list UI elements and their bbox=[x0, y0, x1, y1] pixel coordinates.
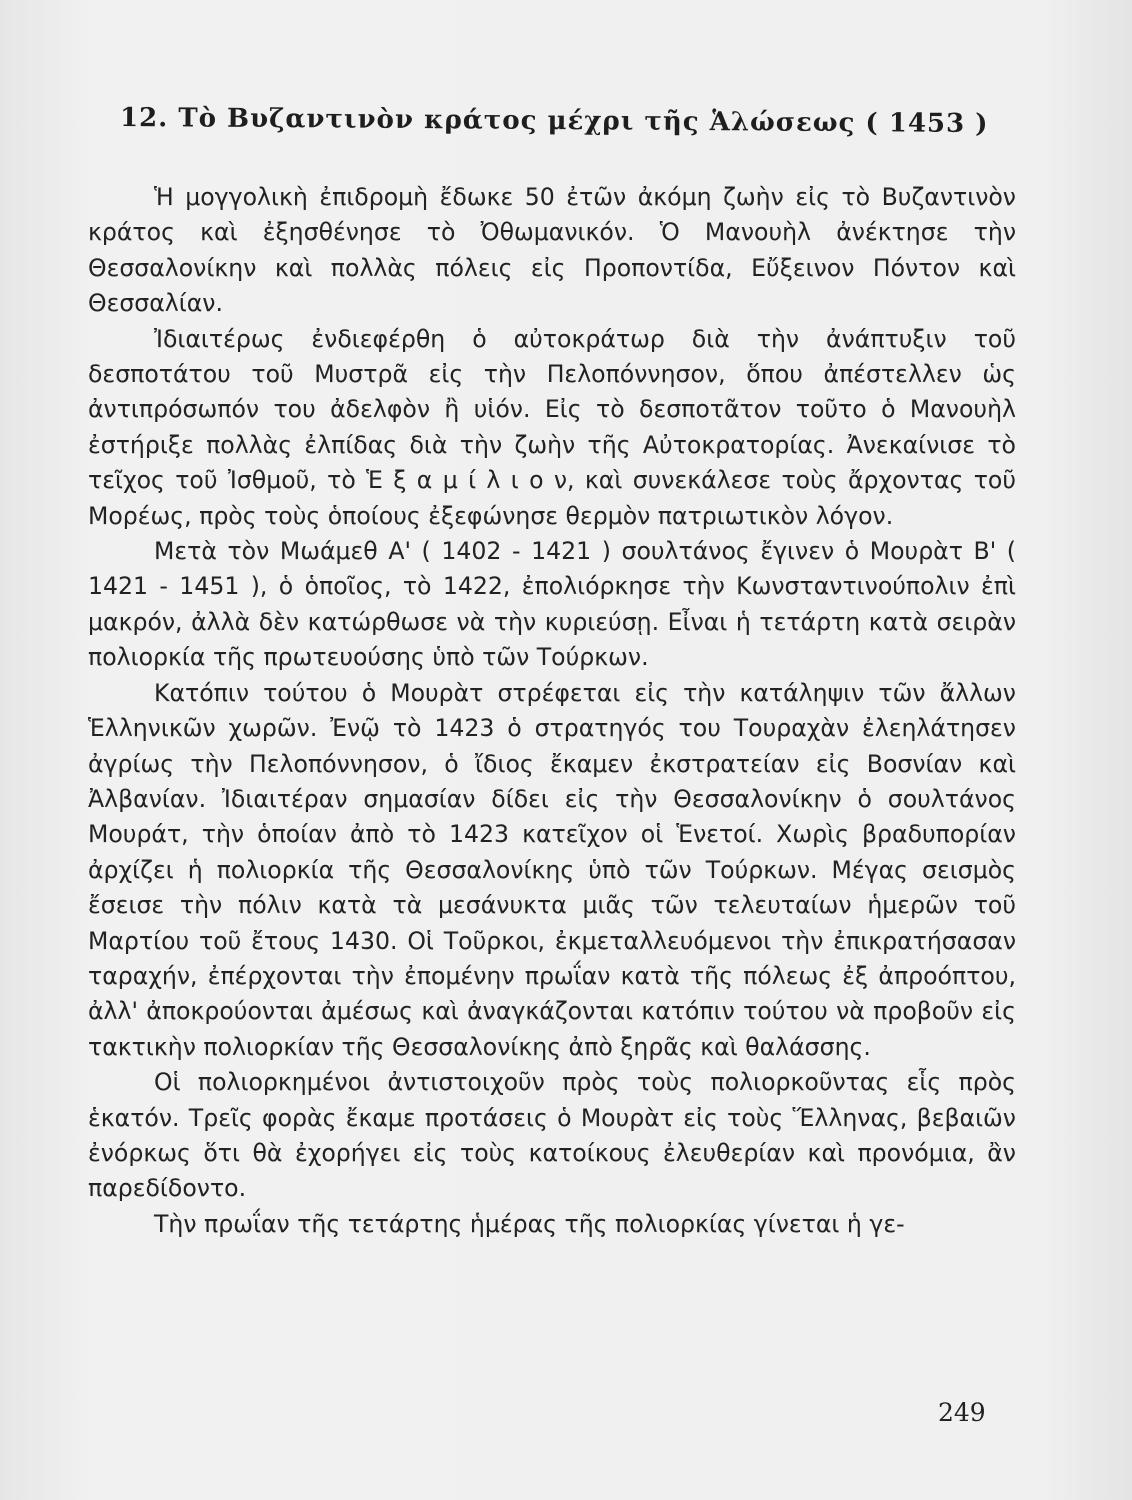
page-number: 249 bbox=[938, 1398, 986, 1427]
paragraph-3: Μετὰ τὸν Μωάμεθ Α' ( 1402 - 1421 ) σουλτάνος ἔγινεν ὁ Μουρὰτ Β' ( 1421 - 1451 ), ὁ ὁποῖος, τὸ 1422, ἐπολιόρκησε τὴν Κωνσταντινούπολιν ἐπὶ μακρόν, ἀλλὰ δὲν κατώρθωσε νὰ τὴν κυριεύσῃ. Εἶναι ἡ τετάρτη κατὰ σειρὰν πολιορκία τῆς πρωτευούσης ὑπὸ τῶν Τούρκων. bbox=[88, 537, 1016, 672]
chapter-heading: 12. Τὸ Βυζαντινὸν κράτος μέχρι τῆς Ἁλώσεως ( 1453 ) bbox=[119, 103, 989, 140]
paragraph-2: Ἰδιαιτέρως ἐνδιεφέρθη ὁ αὐτοκράτωρ διὰ τὴν ἀνάπτυξιν τοῦ δεσποτάτου τοῦ Μυστρᾶ εἰς τὴν Πελοπόννησον, ὅπου ἀπέστελλεν ὡς ἀντιπρόσωπόν του ἀδελφὸν ἢ υἱόν. Εἰς τὸ δεσποτᾶτον τοῦτο ὁ Μανουὴλ ἐστήριξε πολλὰς ἐλπίδας διὰ τὴν ζωὴν τῆς Αὐτοκρατορίας. Ἀνεκαίνισε τὸ τεῖχος τοῦ Ἰσθμοῦ, τὸ Ἑ ξ α μ ί λ ι ο ν, καὶ συνεκάλεσε τοὺς ἄρχοντας τοῦ Μορέως, πρὸς τοὺς ὁποίους ἐξεφώνησε θερμὸν πατριωτικὸν λόγον. bbox=[88, 324, 1016, 530]
paragraph-4: Κατόπιν τούτου ὁ Μουρὰτ στρέφεται εἰς τὴν κατάληψιν τῶν ἄλλων Ἑλληνικῶν χωρῶν. Ἐνῷ τὸ 1423 ὁ στρατηγός του Τουραχὰν ἐλεηλάτησεν ἀγρίως τὴν Πελοπόννησον, ὁ ἴδιος ἔκαμεν ἐκστρατείαν εἰς Βοσνίαν καὶ Ἀλβανίαν. Ἰδιαιτέραν σημασίαν δίδει εἰς τὴν Θεσσαλονίκην ὁ σουλτάνος Μουράτ, τὴν ὁποίαν ἀπὸ τὸ 1423 κατεῖχον οἱ Ἑνετοί. Χωρὶς βραδυπορίαν ἀρχίζει ἡ πολιορκία τῆς Θεσσαλονίκης ὑπὸ τῶν Τούρκων. Μέγας σεισμὸς ἔσεισε τὴν πόλιν κατὰ τὰ μεσάνυκτα μιᾶς τῶν τελευταίων ἡμερῶν τοῦ Μαρτίου τοῦ ἔτους 1430. Οἱ Τοῦρκοι, ἐκμεταλλευόμενοι τὴν ἐπικρατήσασαν ταραχήν, ἐπέρχονται τὴν ἐπομένην πρωΐαν κατὰ τῆς πόλεως ἐξ ἀπροόπτου, ἀλλ' ἀποκρούονται ἀμέσως καὶ ἀναγκάζονται κατόπιν τούτου νὰ προβοῦν εἰς τακτικὴν πολιορκίαν τῆς Θεσσαλονίκης ἀπὸ ξηρᾶς καὶ θαλάσσης. bbox=[88, 678, 1016, 1061]
paragraph-6: Τὴν πρωΐαν τῆς τετάρτης ἡμέρας τῆς πολιορκίας γίνεται ἡ γε- bbox=[154, 1209, 905, 1238]
paragraph-5: Οἱ πολιορκημένοι ἀντιστοιχοῦν πρὸς τοὺς πολιορκοῦντας εἷς πρὸς ἑκατόν. Τρεῖς φορὰς ἔκαμε προτάσεις ὁ Μουρὰτ εἰς τοὺς Ἕλληνας, βεβαιῶν ἐνόρκως ὅτι θὰ ἐχορήγει εἰς τοὺς κατοίκους ἐλευθερίαν καὶ προνόμια, ἂν παρεδίδοντο. bbox=[88, 1068, 1016, 1203]
paragraph-1: Ἡ μογγολικὴ ἐπιδρομὴ ἔδωκε 50 ἐτῶν ἀκόμη ζωὴν εἰς τὸ Βυζαντινὸν κράτος καὶ ἐξησθένησε τὸ Ὀθωμανικόν. Ὁ Μανουὴλ ἀνέκτησε τὴν Θεσσαλονίκην καὶ πολλὰς πόλεις εἰς Προποντίδα, Εὔξεινον Πόντον καὶ Θεσσαλίαν. bbox=[88, 183, 1016, 318]
body-text bbox=[88, 180, 1016, 1242]
